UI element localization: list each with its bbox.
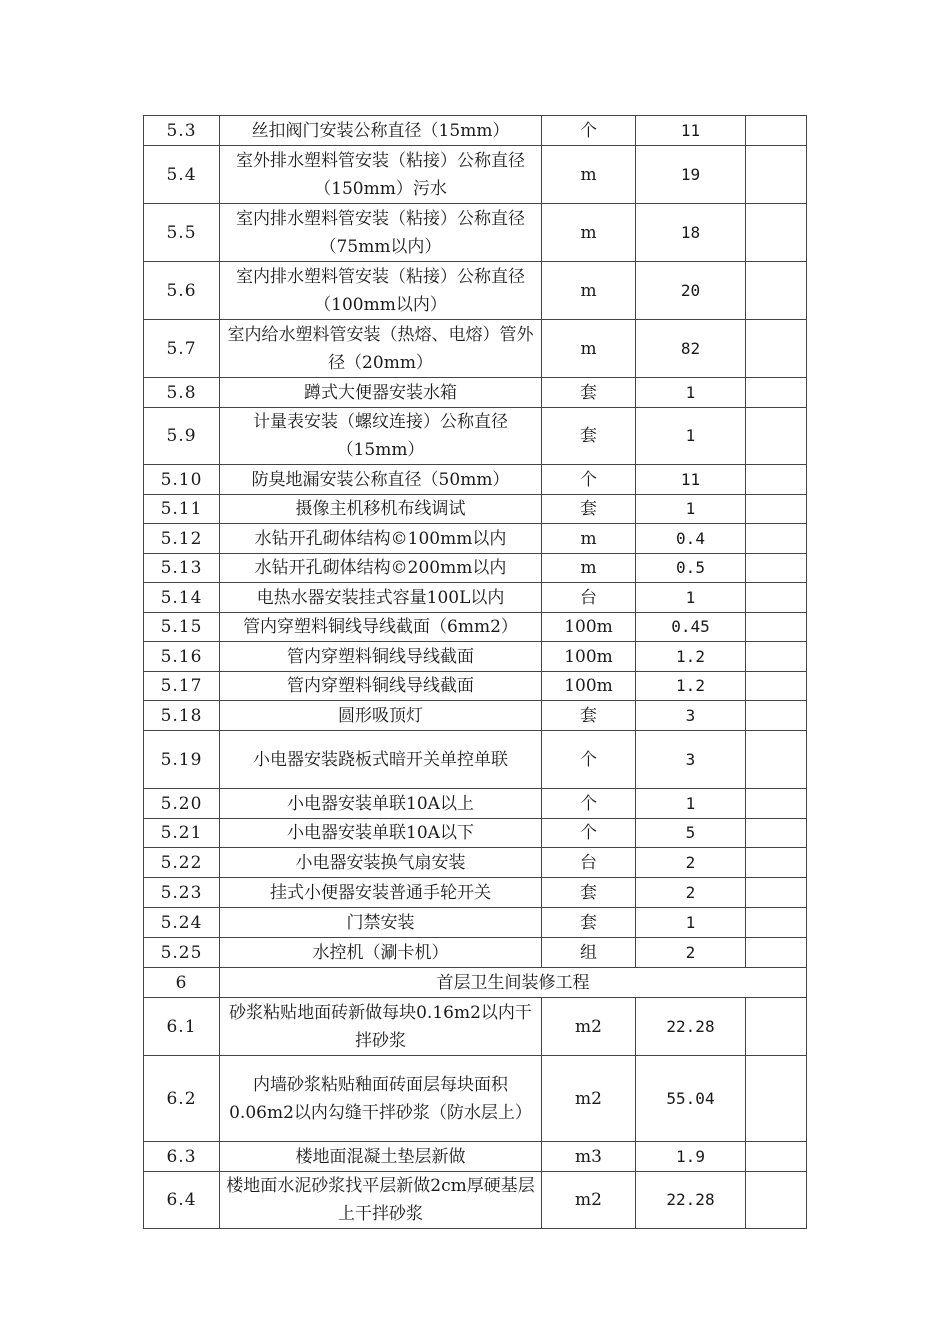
section-row [144,968,807,998]
table-row [144,583,807,613]
remark-cell [746,204,807,262]
item-number-cell: 5.9 [144,408,220,465]
remark-cell [746,554,807,583]
table-row [144,613,807,642]
quantity-cell: 5 [636,819,746,848]
unit-cell: 台 [542,583,636,613]
item-number-cell: 5.20 [144,789,220,819]
quantity-cell: 0.5 [636,554,746,583]
item-description-cell: 摄像主机移机布线调试 [220,495,542,524]
remark-cell [746,848,807,878]
quantity-cell: 1 [636,378,746,408]
table-row [144,672,807,701]
table-row [144,495,807,524]
table-row [144,262,807,320]
remark-cell [746,465,807,495]
item-number-cell: 5.6 [144,262,220,320]
unit-cell: 台 [542,848,636,878]
item-number-cell: 5.23 [144,878,220,908]
remark-cell [746,146,807,204]
item-number-cell: 5.25 [144,938,220,968]
item-number-cell: 5.15 [144,613,220,642]
unit-cell: m [542,554,636,583]
item-description-cell: 小电器安装单联10A以上 [220,789,542,819]
item-description-cell: 管内穿塑料铜线导线截面 [220,642,542,672]
quantity-cell: 0.45 [636,613,746,642]
remark-cell [746,878,807,908]
table-body [144,116,807,1229]
unit-cell: m [542,146,636,204]
remark-cell [746,524,807,554]
remark-cell [746,938,807,968]
quantity-cell: 22.28 [636,1172,746,1229]
unit-cell: 套 [542,408,636,465]
unit-cell: m2 [542,1172,636,1229]
unit-cell: 套 [542,378,636,408]
remark-cell [746,908,807,938]
unit-cell: m2 [542,1056,636,1142]
item-description-cell: 水控机（涮卡机） [220,938,542,968]
item-description-cell: 水钻开孔砌体结构©100mm以内 [220,524,542,554]
table-row [144,908,807,938]
quantity-cell: 19 [636,146,746,204]
quantity-cell: 82 [636,320,746,378]
item-number-cell: 5.21 [144,819,220,848]
item-number-cell: 5.18 [144,701,220,731]
remark-cell [746,613,807,642]
remark-cell [746,408,807,465]
item-description-cell: 蹲式大便器安装水箱 [220,378,542,408]
quantity-cell: 1 [636,495,746,524]
table-row [144,320,807,378]
table-row [144,1142,807,1172]
unit-cell: 个 [542,819,636,848]
table-row [144,731,807,789]
quantity-cell: 11 [636,116,746,146]
item-number-cell: 5.24 [144,908,220,938]
table-row [144,146,807,204]
table-row [144,465,807,495]
item-number-cell: 6 [144,968,220,998]
remark-cell [746,320,807,378]
quantity-cell: 18 [636,204,746,262]
remark-cell [746,701,807,731]
table-row [144,1172,807,1229]
item-description-cell: 室内排水塑料管安装（粘接）公称直径（100mm以内） [220,262,542,320]
table-row [144,1056,807,1142]
unit-cell: 100m [542,642,636,672]
unit-cell: m2 [542,998,636,1056]
quantity-cell: 1.2 [636,672,746,701]
item-description-cell: 圆形吸顶灯 [220,701,542,731]
quantity-cell: 1 [636,789,746,819]
item-description-cell: 楼地面水泥砂浆找平层新做2cm厚硬基层上干拌砂浆 [220,1172,542,1229]
unit-cell: 个 [542,731,636,789]
quantity-cell: 20 [636,262,746,320]
item-description-cell: 砂浆粘贴地面砖新做每块0.16m2以内干拌砂浆 [220,998,542,1056]
table-row [144,642,807,672]
table-row [144,204,807,262]
quantity-cell: 3 [636,701,746,731]
item-number-cell: 5.13 [144,554,220,583]
section-title-cell: 首层卫生间装修工程 [220,968,807,998]
item-number-cell: 5.8 [144,378,220,408]
item-description-cell: 丝扣阀门安装公称直径（15mm） [220,116,542,146]
table-row [144,848,807,878]
table-row [144,789,807,819]
remark-cell [746,378,807,408]
quantity-cell: 2 [636,878,746,908]
table-row [144,378,807,408]
table-row [144,116,807,146]
item-description-cell: 管内穿塑料铜线导线截面（6mm2） [220,613,542,642]
table-row [144,938,807,968]
item-description-cell: 门禁安装 [220,908,542,938]
unit-cell: m [542,524,636,554]
table-row [144,998,807,1056]
item-description-cell: 计量表安装（螺纹连接）公称直径（15mm） [220,408,542,465]
unit-cell: 个 [542,116,636,146]
item-description-cell: 管内穿塑料铜线导线截面 [220,672,542,701]
unit-cell: m [542,320,636,378]
quantity-cell: 1 [636,908,746,938]
item-number-cell: 6.2 [144,1056,220,1142]
item-number-cell: 5.19 [144,731,220,789]
item-description-cell: 小电器安装单联10A以下 [220,819,542,848]
table-row [144,524,807,554]
item-number-cell: 5.22 [144,848,220,878]
item-number-cell: 5.3 [144,116,220,146]
item-number-cell: 6.3 [144,1142,220,1172]
remark-cell [746,262,807,320]
remark-cell [746,1056,807,1142]
quantity-cell: 22.28 [636,998,746,1056]
unit-cell: m [542,262,636,320]
quantity-cell: 1 [636,408,746,465]
quantity-cell: 1 [636,583,746,613]
quantity-cell: 55.04 [636,1056,746,1142]
table-row [144,878,807,908]
item-description-cell: 内墙砂浆粘贴釉面砖面层每块面积0.06m2以内勾缝干拌砂浆（防水层上） [220,1056,542,1142]
remark-cell [746,819,807,848]
unit-cell: 100m [542,672,636,701]
quantity-cell: 1.9 [636,1142,746,1172]
item-number-cell: 5.5 [144,204,220,262]
table-row [144,819,807,848]
remark-cell [746,642,807,672]
unit-cell: 个 [542,465,636,495]
item-number-cell: 5.16 [144,642,220,672]
item-description-cell: 小电器安装跷板式暗开关单控单联 [220,731,542,789]
remark-cell [746,116,807,146]
remark-cell [746,672,807,701]
quantity-table [143,115,807,1229]
quantity-cell: 0.4 [636,524,746,554]
quantity-cell: 1.2 [636,642,746,672]
item-description-cell: 室内给水塑料管安装（热熔、电熔）管外径（20mm） [220,320,542,378]
quantity-cell: 11 [636,465,746,495]
item-description-cell: 电热水器安装挂式容量100L以内 [220,583,542,613]
item-number-cell: 6.4 [144,1172,220,1229]
quantity-cell: 2 [636,848,746,878]
item-number-cell: 5.17 [144,672,220,701]
item-number-cell: 6.1 [144,998,220,1056]
item-number-cell: 5.10 [144,465,220,495]
item-number-cell: 5.11 [144,495,220,524]
item-number-cell: 5.4 [144,146,220,204]
unit-cell: 套 [542,908,636,938]
unit-cell: 套 [542,495,636,524]
remark-cell [746,1172,807,1229]
remark-cell [746,1142,807,1172]
table-row [144,701,807,731]
remark-cell [746,731,807,789]
table-row [144,554,807,583]
quantity-cell: 2 [636,938,746,968]
table-row [144,408,807,465]
unit-cell: 套 [542,878,636,908]
item-description-cell: 挂式小便器安装普通手轮开关 [220,878,542,908]
unit-cell: 组 [542,938,636,968]
item-number-cell: 5.12 [144,524,220,554]
item-description-cell: 室内排水塑料管安装（粘接）公称直径（75mm以内） [220,204,542,262]
item-description-cell: 小电器安装换气扇安装 [220,848,542,878]
unit-cell: m [542,204,636,262]
unit-cell: m3 [542,1142,636,1172]
remark-cell [746,495,807,524]
item-description-cell: 楼地面混凝土垫层新做 [220,1142,542,1172]
item-description-cell: 防臭地漏安装公称直径（50mm） [220,465,542,495]
remark-cell [746,583,807,613]
quantity-cell: 3 [636,731,746,789]
item-description-cell: 室外排水塑料管安装（粘接）公称直径（150mm）污水 [220,146,542,204]
item-number-cell: 5.7 [144,320,220,378]
item-number-cell: 5.14 [144,583,220,613]
item-description-cell: 水钻开孔砌体结构©200mm以内 [220,554,542,583]
unit-cell: 100m [542,613,636,642]
remark-cell [746,789,807,819]
unit-cell: 个 [542,789,636,819]
unit-cell: 套 [542,701,636,731]
remark-cell [746,998,807,1056]
